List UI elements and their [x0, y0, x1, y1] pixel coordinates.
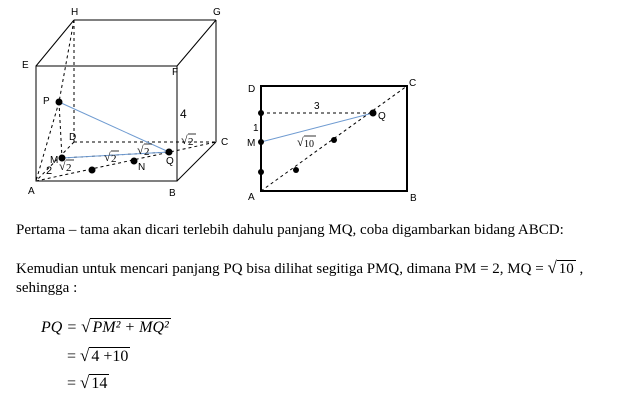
paragraph-2: Kemudian untuk mencari panjang PQ bisa dilihat segitiga PMQ, dimana PM = 2, MQ = √ 10 , [16, 258, 584, 277]
paragraph-2-text: Kemudian untuk mencari panjang PQ bisa dilihat segitiga PMQ, dimana PM = 2, MQ = [16, 261, 548, 277]
equation-radicand-3: 14 [91, 375, 108, 392]
sq-label-b: B [410, 193, 417, 204]
sqrt-symbol: √ [59, 159, 66, 173]
paragraph-3: sehingga : [16, 280, 78, 296]
sqrt-symbol: √ [104, 150, 111, 164]
sqrt2-b: 2 [111, 153, 117, 165]
paragraph-1: Pertama – tama akan dicari terlebih dahulu panjang MQ, coba digambarkan bidang ABCD: [16, 222, 564, 238]
equation-1: PQ = √ PM² + MQ² [41, 317, 169, 336]
sqrt2-d: 2 [188, 136, 194, 148]
equation-radicand-2: 4 +10 [91, 348, 129, 365]
label-f: F [172, 67, 179, 78]
label-e: E [22, 60, 29, 71]
sq-label-d: D [248, 84, 256, 95]
sqrt-symbol: √ [181, 133, 188, 147]
equals-sign: = [67, 375, 77, 392]
label-p: P [43, 96, 50, 107]
sq-label-c: C [409, 78, 417, 89]
sq-label-1: 1 [253, 123, 259, 134]
equation-2: = √ 4 +10 [67, 346, 129, 365]
mq-value: 10 [558, 261, 574, 277]
sqrt2-a: 2 [66, 162, 72, 174]
sqrt2-c: 2 [144, 146, 150, 158]
label-d: D [69, 132, 77, 143]
sq-label-m: M [247, 138, 256, 149]
label-m: M [50, 155, 59, 166]
label-q: Q [166, 156, 174, 167]
label-2: 2 [46, 165, 53, 177]
label-h: H [71, 7, 79, 18]
label-4: 4 [180, 107, 187, 121]
sq-label-3: 3 [314, 101, 320, 112]
equation-radicand-1: PM² + MQ² [92, 319, 169, 336]
mq-line-square [261, 113, 373, 142]
equals-sign: = [67, 348, 77, 365]
sqrt-symbol: √ [297, 135, 304, 149]
label-g: G [213, 7, 221, 18]
label-n: N [138, 162, 146, 173]
paragraph-2-tail: , [575, 261, 584, 277]
label-c: C [221, 137, 229, 148]
sq-label-a: A [248, 192, 255, 203]
label-a: A [28, 186, 35, 197]
equation-lhs: PQ = [41, 319, 78, 336]
sqrt-symbol: √ [137, 143, 144, 157]
equation-3: = √ 14 [67, 373, 108, 392]
sq-label-q: Q [378, 111, 386, 122]
sq-sqrt10: 10 [304, 139, 314, 150]
label-b: B [169, 188, 176, 199]
